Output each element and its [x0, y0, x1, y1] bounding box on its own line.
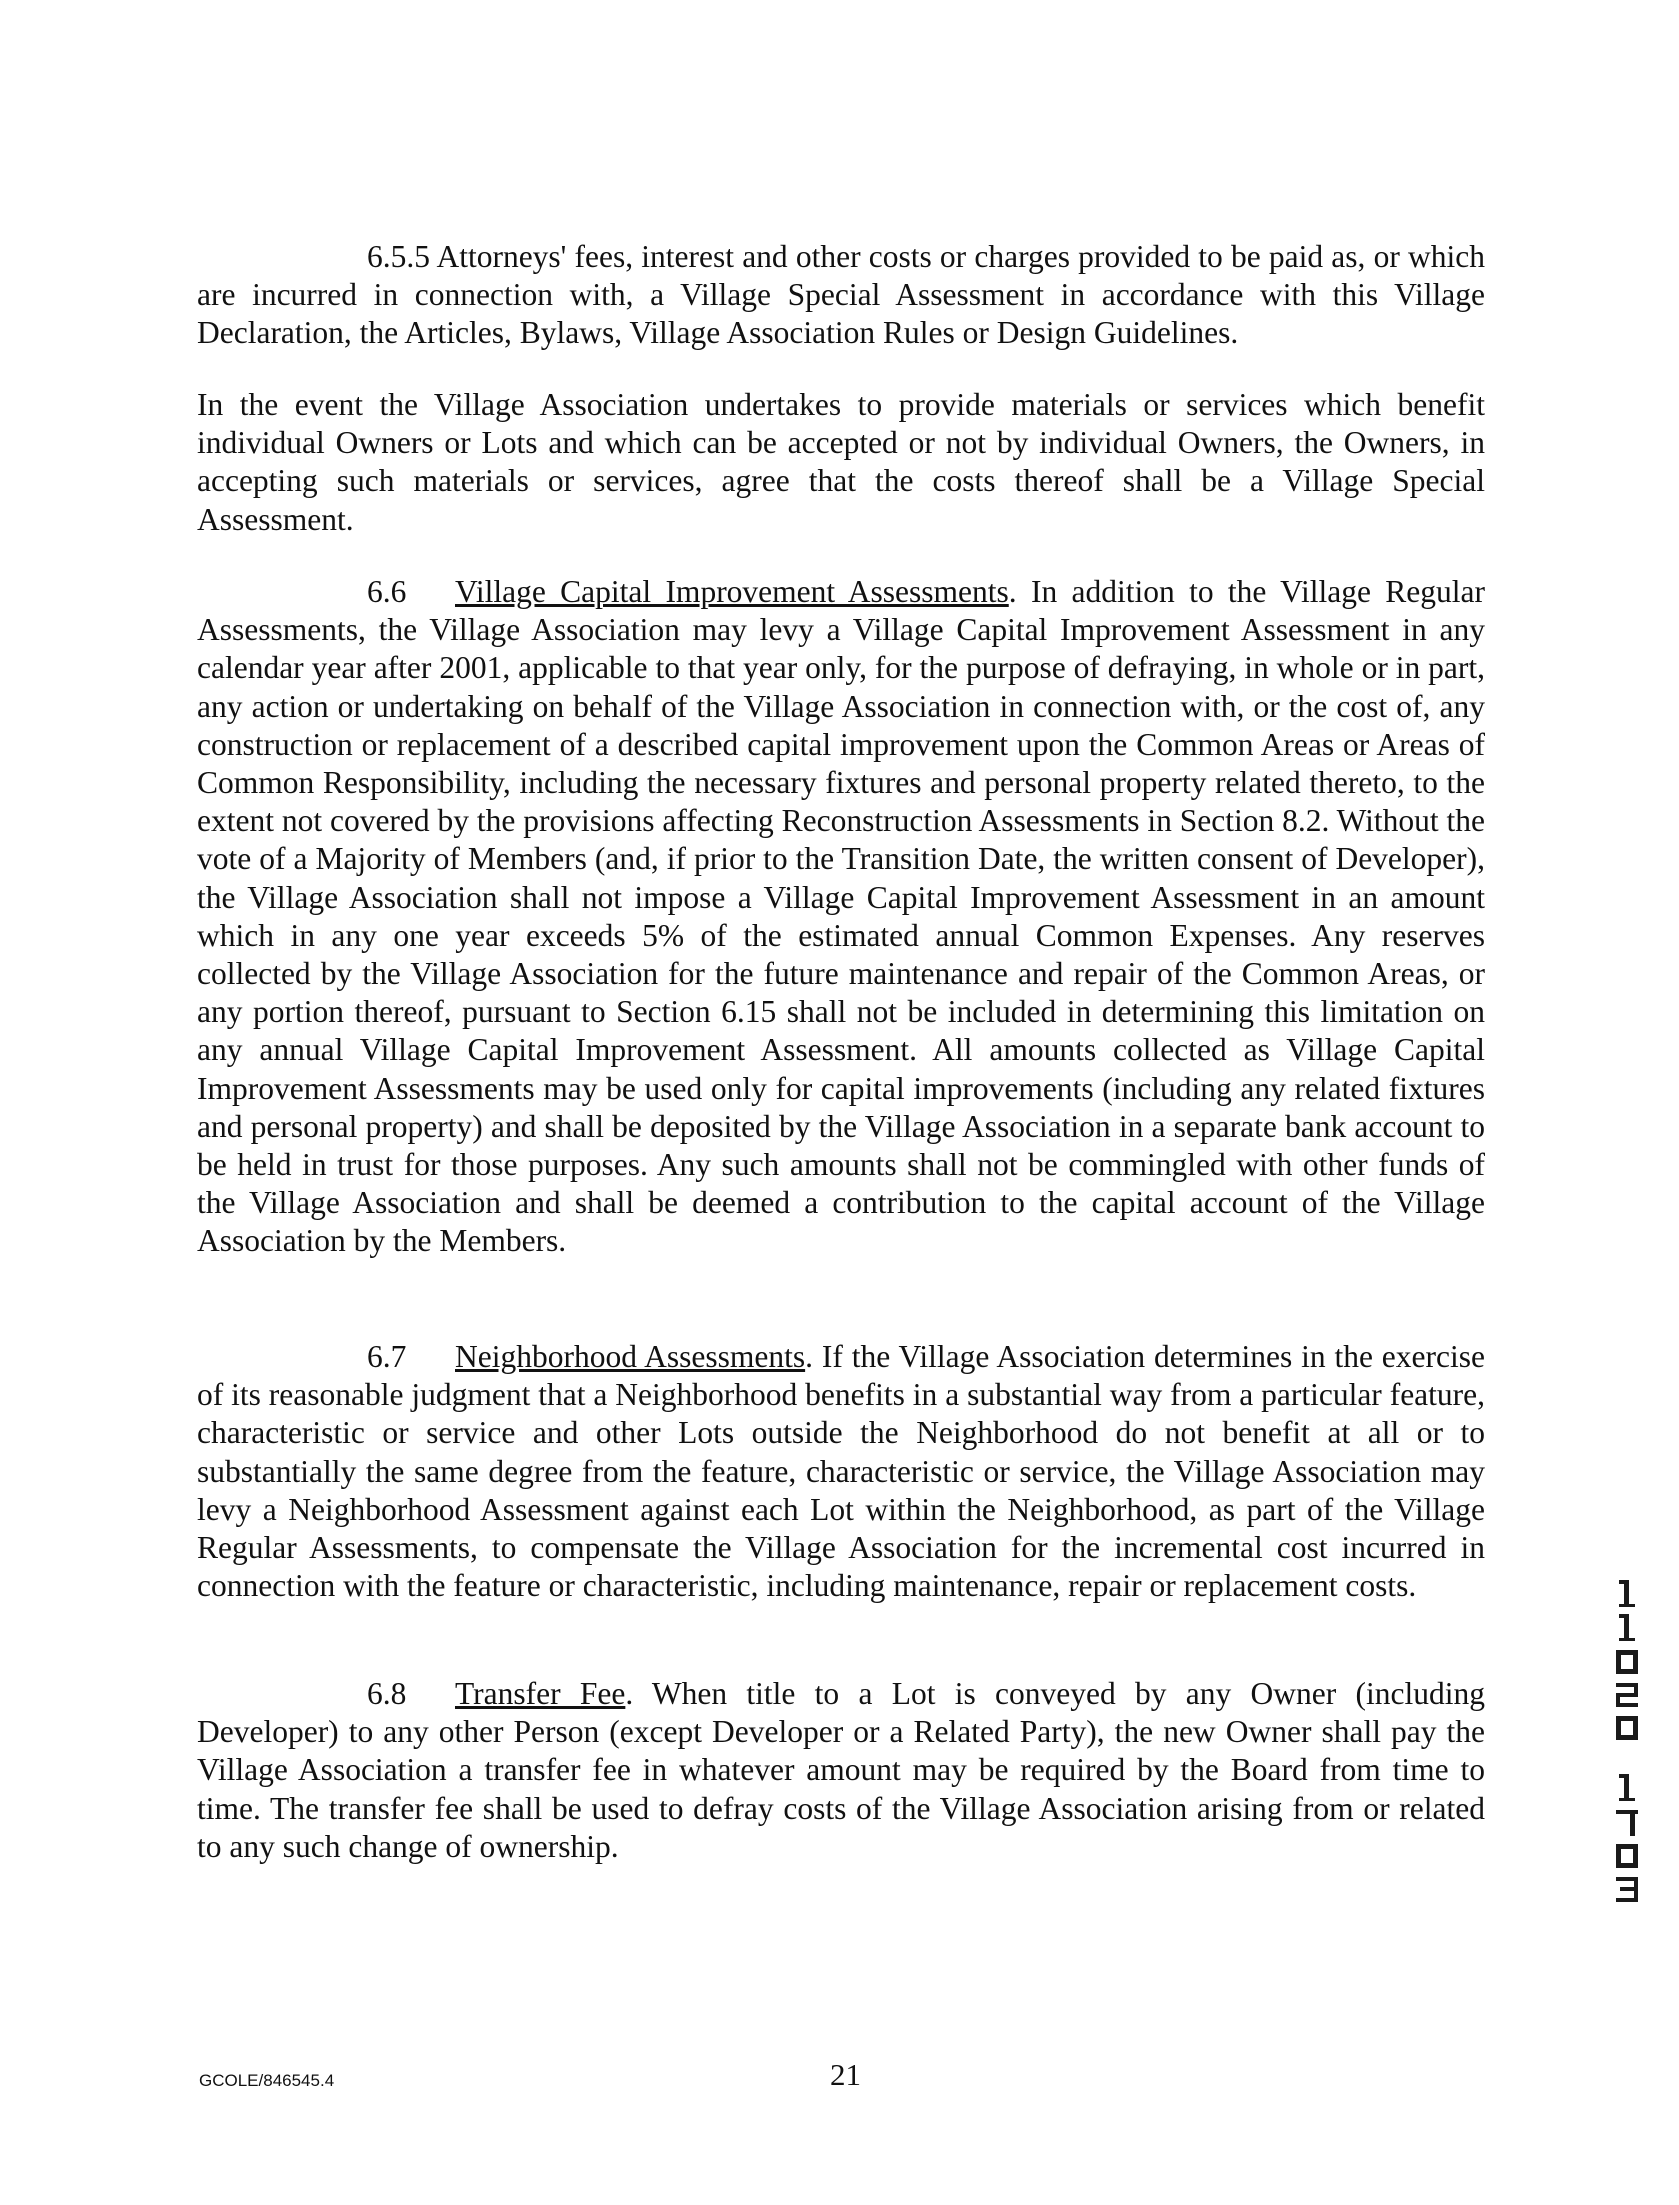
paragraph-text: . In addition to the Village Regular Assessments, the Village Association may levy a Village Capital Improvement Assessment in any calendar year after 2001, applicable to that year only, for the purpose of defraying, in whole or in part, any action or undertaking on behalf of the Village Association in connection with, or the cost of, any construction or replacement of a described capital improvement upon the Common Areas or Areas of Common Responsibility, including the necessary fixtures and personal property related thereto, to the extent not covered by the provisions affecting Reconstruction Assessments in Section 8.2. Without the vote of a Majority of Members (and, if prior to the Transition Date, the written consent of Developer), the Village Association shall not impose a Village Capital Improvement Assessment in an amount which in any one year exceeds 5% of the estimated annual Common Expenses. Any reserves collected by the Village Association for the future maintenance and repair of the Common Areas, or any portion thereof, pursuant to Section 6.15 shall not be included in determining this limitation on any annual Village Capital Improvement Assessment. All amounts collected as Village Capital Improvement Assessments may be used only for capital improvements (including any related fixtures and personal property) and shall be deposited by the Village Association in a separate bank account to be held in trust for those purposes. Any such amounts shall not be commingled with other funds of the Village Association and shall be deemed a contribution to the capital account of the Village Association by the Members.: [197, 574, 1485, 1259]
section-number: 6.6: [367, 574, 407, 609]
paragraph-6-5-5: [197, 238, 1485, 353]
section-heading: Village Capital Improvement Assessments: [455, 574, 1009, 609]
paragraph-text: Attorneys' fees, interest and other costs or charges provided to be paid as, or which are incurred in connection with, a Village Special Assessment in accordance with this Village Declaration, the Articles, Bylaws, Village Association Rules or Design Guidelines.: [197, 239, 1485, 351]
document-id: GCOLE/846545.4: [199, 2071, 335, 2090]
section-number: 6.7: [367, 1339, 407, 1374]
paragraph-special-assessment: [197, 386, 1485, 539]
section-number: 6.8: [367, 1676, 407, 1711]
paragraph-text: . When title to a Lot is conveyed by any Owner (including Developer) to any other Person (except Developer or a Related Party), the new Owner shall pay the Village Association a transfer fee in whatever amount may be required by the Board from time to time. The transfer fee shall be used to defray costs of the Village Association arising from or related to any such change of ownership.: [197, 1676, 1485, 1864]
section-6-8: [197, 1675, 1485, 1866]
paragraph-text: In the event the Village Association undertakes to provide materials or services which benefit individual Owners or Lots and which can be accepted or not by individual Owners, the Owners, in accepting such materials or services, agree that the costs thereof shall be a Village Special Assessment.: [197, 387, 1485, 537]
section-6-7: [197, 1338, 1485, 1605]
section-6-6: [197, 573, 1485, 1261]
section-heading: Neighborhood Assessments: [455, 1339, 806, 1374]
stamp-digits: [1616, 1580, 1638, 1902]
recording-stamp: [1608, 1578, 1646, 1908]
section-heading: Transfer Fee: [455, 1676, 626, 1711]
section-number: 6.5.5: [367, 239, 430, 274]
page-number: 21: [830, 2057, 861, 2092]
paragraph-text: . If the Village Association determines in the exercise of its reasonable judgment that a Neighborhood benefits in a substantial way from a particular feature, characteristic or service and other Lots outside the Neighborhood do not benefit at all or to substantially the same degree from the feature, characteristic or service, the Village Association may levy a Neighborhood Assessment against each Lot within the Neighborhood, as part of the Village Regular Assessments, to compensate the Village Association for the incremental cost incurred in connection with the feature or characteristic, including maintenance, repair or replacement costs.: [197, 1339, 1485, 1604]
